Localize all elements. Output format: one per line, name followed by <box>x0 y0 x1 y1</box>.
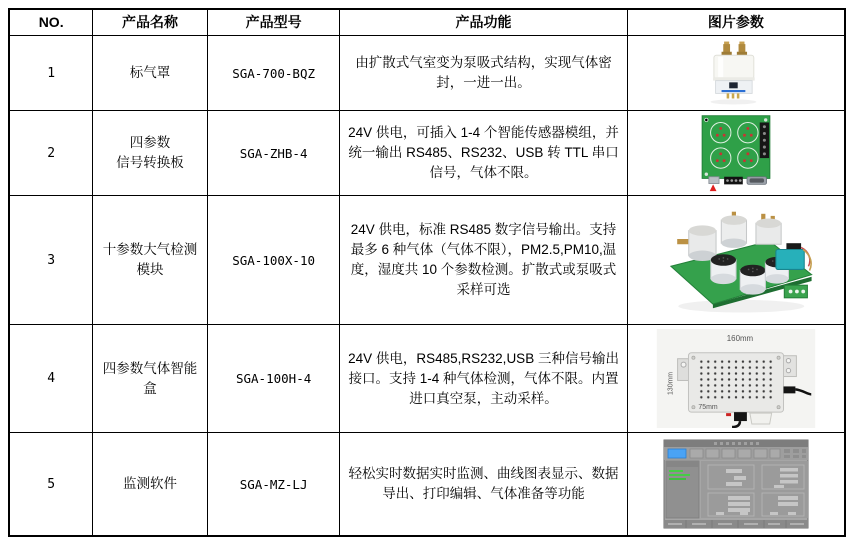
header-no: NO. <box>9 9 93 36</box>
product-name-line: 标气罩 <box>129 65 171 80</box>
table-header-row <box>9 9 845 36</box>
table-row <box>9 111 845 196</box>
product-name <box>93 111 208 196</box>
product-function: 由扩散式气室变为泵吸式结构，实现气体密封，一进一出。 <box>340 36 627 111</box>
product-spec-table <box>8 8 846 537</box>
product-function: 轻松实时数据实时监测、曲线图表显示、数据导出、打印编辑、气体准备等功能 <box>340 433 627 537</box>
dimension-label-width: 160mm <box>726 333 753 343</box>
table-row <box>9 196 845 325</box>
product-name <box>93 36 208 111</box>
header-product-name: 产品名称 <box>93 9 208 36</box>
product-name <box>93 325 208 433</box>
product-model: SGA-700-BQZ <box>207 36 340 111</box>
row-number: 4 <box>9 325 93 433</box>
product-function: 24V 供电，标准 RS485 数字信号输出。支持最多 6 种气体（气体不限），PM2.5,PM10,温度，湿度共 10 个参数检测。扩散式或泵吸式采样可选 <box>340 196 627 325</box>
detection-module-photo <box>652 201 820 319</box>
product-photo-cell <box>627 36 845 111</box>
product-function: 24V 供电，可插入 1-4 个智能传感器模组，并统一输出 RS485、RS232、USB 转 TTL 串口信号，气体不限。 <box>340 111 627 196</box>
product-photo-cell <box>627 325 845 433</box>
product-model: SGA-100H-4 <box>207 325 340 433</box>
software-screenshot-photo <box>656 436 816 532</box>
product-name-line: 信号转换板 <box>116 155 184 170</box>
smart-box-photo <box>651 329 821 428</box>
product-name <box>93 196 208 325</box>
product-name-line: 模块 <box>136 262 164 277</box>
product-name-line: 四参数 <box>129 135 171 150</box>
gas-cap-photo <box>687 39 785 107</box>
table-row <box>9 36 845 111</box>
product-model: SGA-MZ-LJ <box>207 433 340 537</box>
dimension-label-height: 75mm <box>698 404 718 412</box>
product-photo-cell <box>627 433 845 537</box>
row-number: 5 <box>9 433 93 537</box>
product-name-line: 四参数气体智能 <box>102 360 198 376</box>
dimension-label-depth: 130mm <box>667 371 675 395</box>
header-product-function: 产品功能 <box>340 9 627 36</box>
product-function: 24V 供电，RS485,RS232,USB 三种信号输出接口。支持 1-4 种气体检测，气体不限。内置进口真空泵，主动采样。 <box>340 325 627 433</box>
product-name-line: 监测软件 <box>123 476 178 491</box>
product-name <box>93 433 208 537</box>
table-row <box>9 325 845 433</box>
row-number: 2 <box>9 111 93 196</box>
product-photo-cell <box>627 196 845 325</box>
row-number: 1 <box>9 36 93 111</box>
product-name-line: 十参数大气检测 <box>102 242 198 257</box>
product-model: SGA-ZHB-4 <box>207 111 340 196</box>
table-row <box>9 433 845 537</box>
product-model: SGA-100X-10 <box>207 196 340 325</box>
header-product-model: 产品型号 <box>207 9 340 36</box>
product-name-line: 盒 <box>143 380 157 396</box>
product-photo-cell <box>627 111 845 196</box>
header-photo: 图片参数 <box>627 9 845 36</box>
row-number: 3 <box>9 196 93 325</box>
conversion-board-photo <box>681 114 791 192</box>
